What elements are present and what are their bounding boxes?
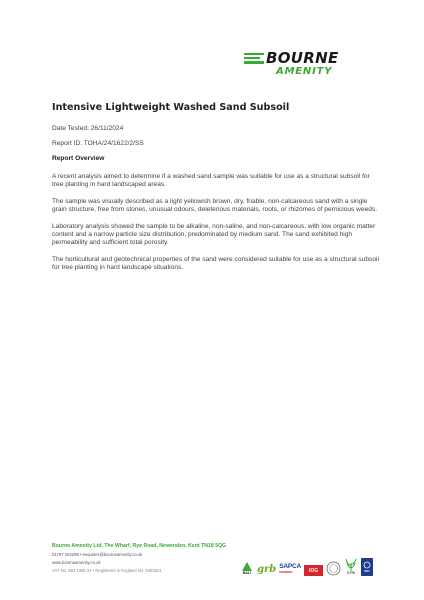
overview-heading: Report Overview: [52, 155, 105, 162]
logo-text-bourne: BOURNE: [266, 49, 339, 67]
iog-badge-icon: IOG: [304, 565, 323, 576]
footer-contact: 01797 252299 • enquiries@bourneamenity.co.uk: [52, 552, 143, 557]
accreditation-badges: [240, 556, 373, 576]
logo-text-amenity: AMENITY: [276, 66, 333, 77]
sapca-badge-icon: SAPCA MEMBER: [279, 562, 302, 574]
stri-badge-icon: STRI: [344, 556, 358, 576]
grb-badge-icon: grb: [257, 563, 277, 575]
logo-stripes-icon: [244, 53, 264, 64]
paragraph: The horticultural and geotechnical properties of the sand were considered suitable for use as a structural subsoil for tree planting in hard landscape situations.: [52, 255, 379, 272]
report-title: Intensive Lightweight Washed Sand Subsoil: [52, 102, 290, 113]
iso-badge-icon: ISO: [361, 558, 373, 576]
report-id: Report ID: TOHA/24/1622/2/SS: [52, 140, 144, 147]
footer-vat: VAT No: 863 1396 22 • Registered in England No: 5483621: [52, 568, 162, 573]
bali-badge-icon: BALI: [240, 560, 254, 576]
seal-badge-icon: [326, 561, 341, 576]
report-body: [52, 102, 382, 281]
bourne-amenity-logo: [244, 50, 354, 80]
footer-address: Bourne Amenity Ltd, The Wharf, Rye Road, Newenden, Kent TN18 5QG: [52, 543, 227, 549]
paragraph: Laboratory analysis showed the sample to be alkaline, non-saline, and non-calcareous, with low organic matter content and a narrow particle size distribution, predominated by medium sand. The sand exhibited high permeability and sufficient total porosity.: [52, 222, 376, 247]
date-tested: Date Tested: 26/11/2024: [52, 125, 124, 132]
footer-website[interactable]: www.bourneamenity.co.uk: [52, 560, 101, 565]
paragraph: The sample was visually described as a light yellowish brown, dry, friable, non-calcareous sand with a single grain structure, free from stones, unusual odours, deleterious materials, roots, or rhizomes of pernicious weeds.: [52, 197, 378, 214]
paragraph: A recent analysis aimed to determine if a washed sand sample was suitable for use as a structural subsoil for tree planting in hard landscaped areas.: [52, 173, 370, 189]
